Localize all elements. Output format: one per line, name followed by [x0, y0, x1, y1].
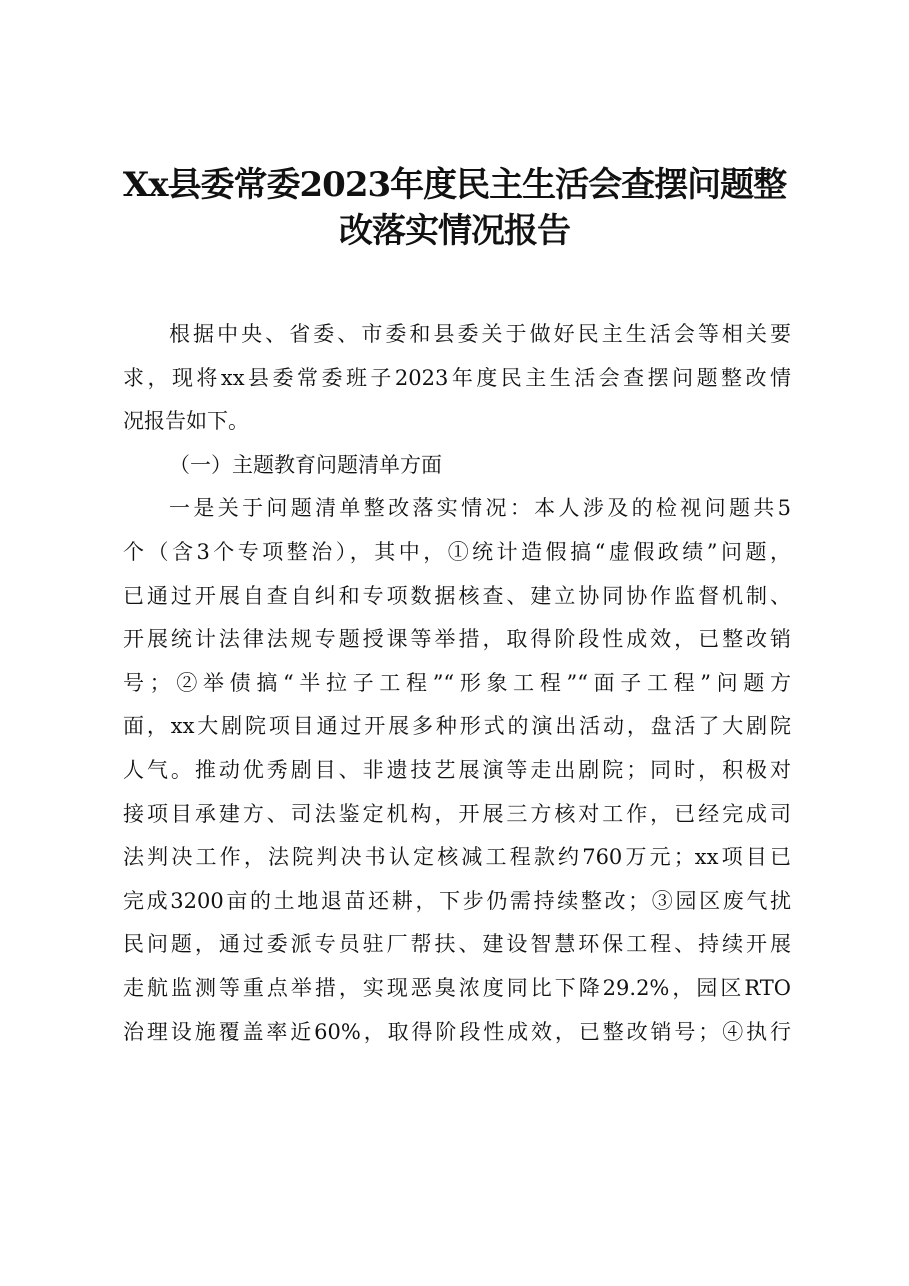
title-line-2: 改落实情况报告	[339, 211, 570, 251]
body-line: 走航监测等重点举措，实现恶臭浓度同比下降29.2%，园区RTO	[123, 975, 791, 1000]
section-heading: （一）主题教育问题清单方面	[169, 452, 442, 477]
body-line: 完成3200亩的土地退苗还耕，下步仍需持续整改；③园区废气扰	[123, 888, 791, 913]
body-line: 个（含3个专项整治），其中，①统计造假搞“虚假政绩”问题，	[123, 539, 791, 564]
body-line: 开展统计法律法规专题授课等举措，取得阶段性成效，已整改销	[123, 627, 791, 652]
title-line-1: Xx县委常委2023年度民主生活会查摆问题整	[122, 165, 787, 205]
body-line: 法判决工作，法院判决书认定核减工程款约760万元；xx项目已	[123, 845, 791, 870]
body-line: 民问题，通过委派专员驻厂帮扶、建设智慧环保工程、持续开展	[123, 932, 791, 957]
body-line: 号；②举债搞“半拉子工程”“形象工程”“面子工程”问题方	[123, 670, 791, 695]
intro-line: 求，现将xx县委常委班子2023年度民主生活会查摆问题整改情	[123, 365, 791, 390]
intro-line: 况报告如下。	[123, 409, 249, 434]
body-line: 人气。推动优秀剧目、非遗技艺展演等走出剧院；同时，积极对	[123, 757, 791, 782]
body-line: 一是关于问题清单整改落实情况：本人涉及的检视问题共5	[169, 496, 791, 521]
document-body	[123, 313, 791, 1054]
document-title	[100, 162, 809, 254]
body-line: 接项目承建方、司法鉴定机构，开展三方核对工作，已经完成司	[123, 801, 791, 826]
body-line: 面，xx大剧院项目通过开展多种形式的演出活动，盘活了大剧院	[123, 714, 791, 739]
body-line: 已通过开展自查自纠和专项数据核查、建立协同协作监督机制、	[123, 583, 791, 608]
intro-line: 根据中央、省委、市委和县委关于做好民主生活会等相关要	[169, 322, 791, 346]
body-line: 治理设施覆盖率近60%，取得阶段性成效，已整改销号；④执行	[123, 1019, 791, 1044]
